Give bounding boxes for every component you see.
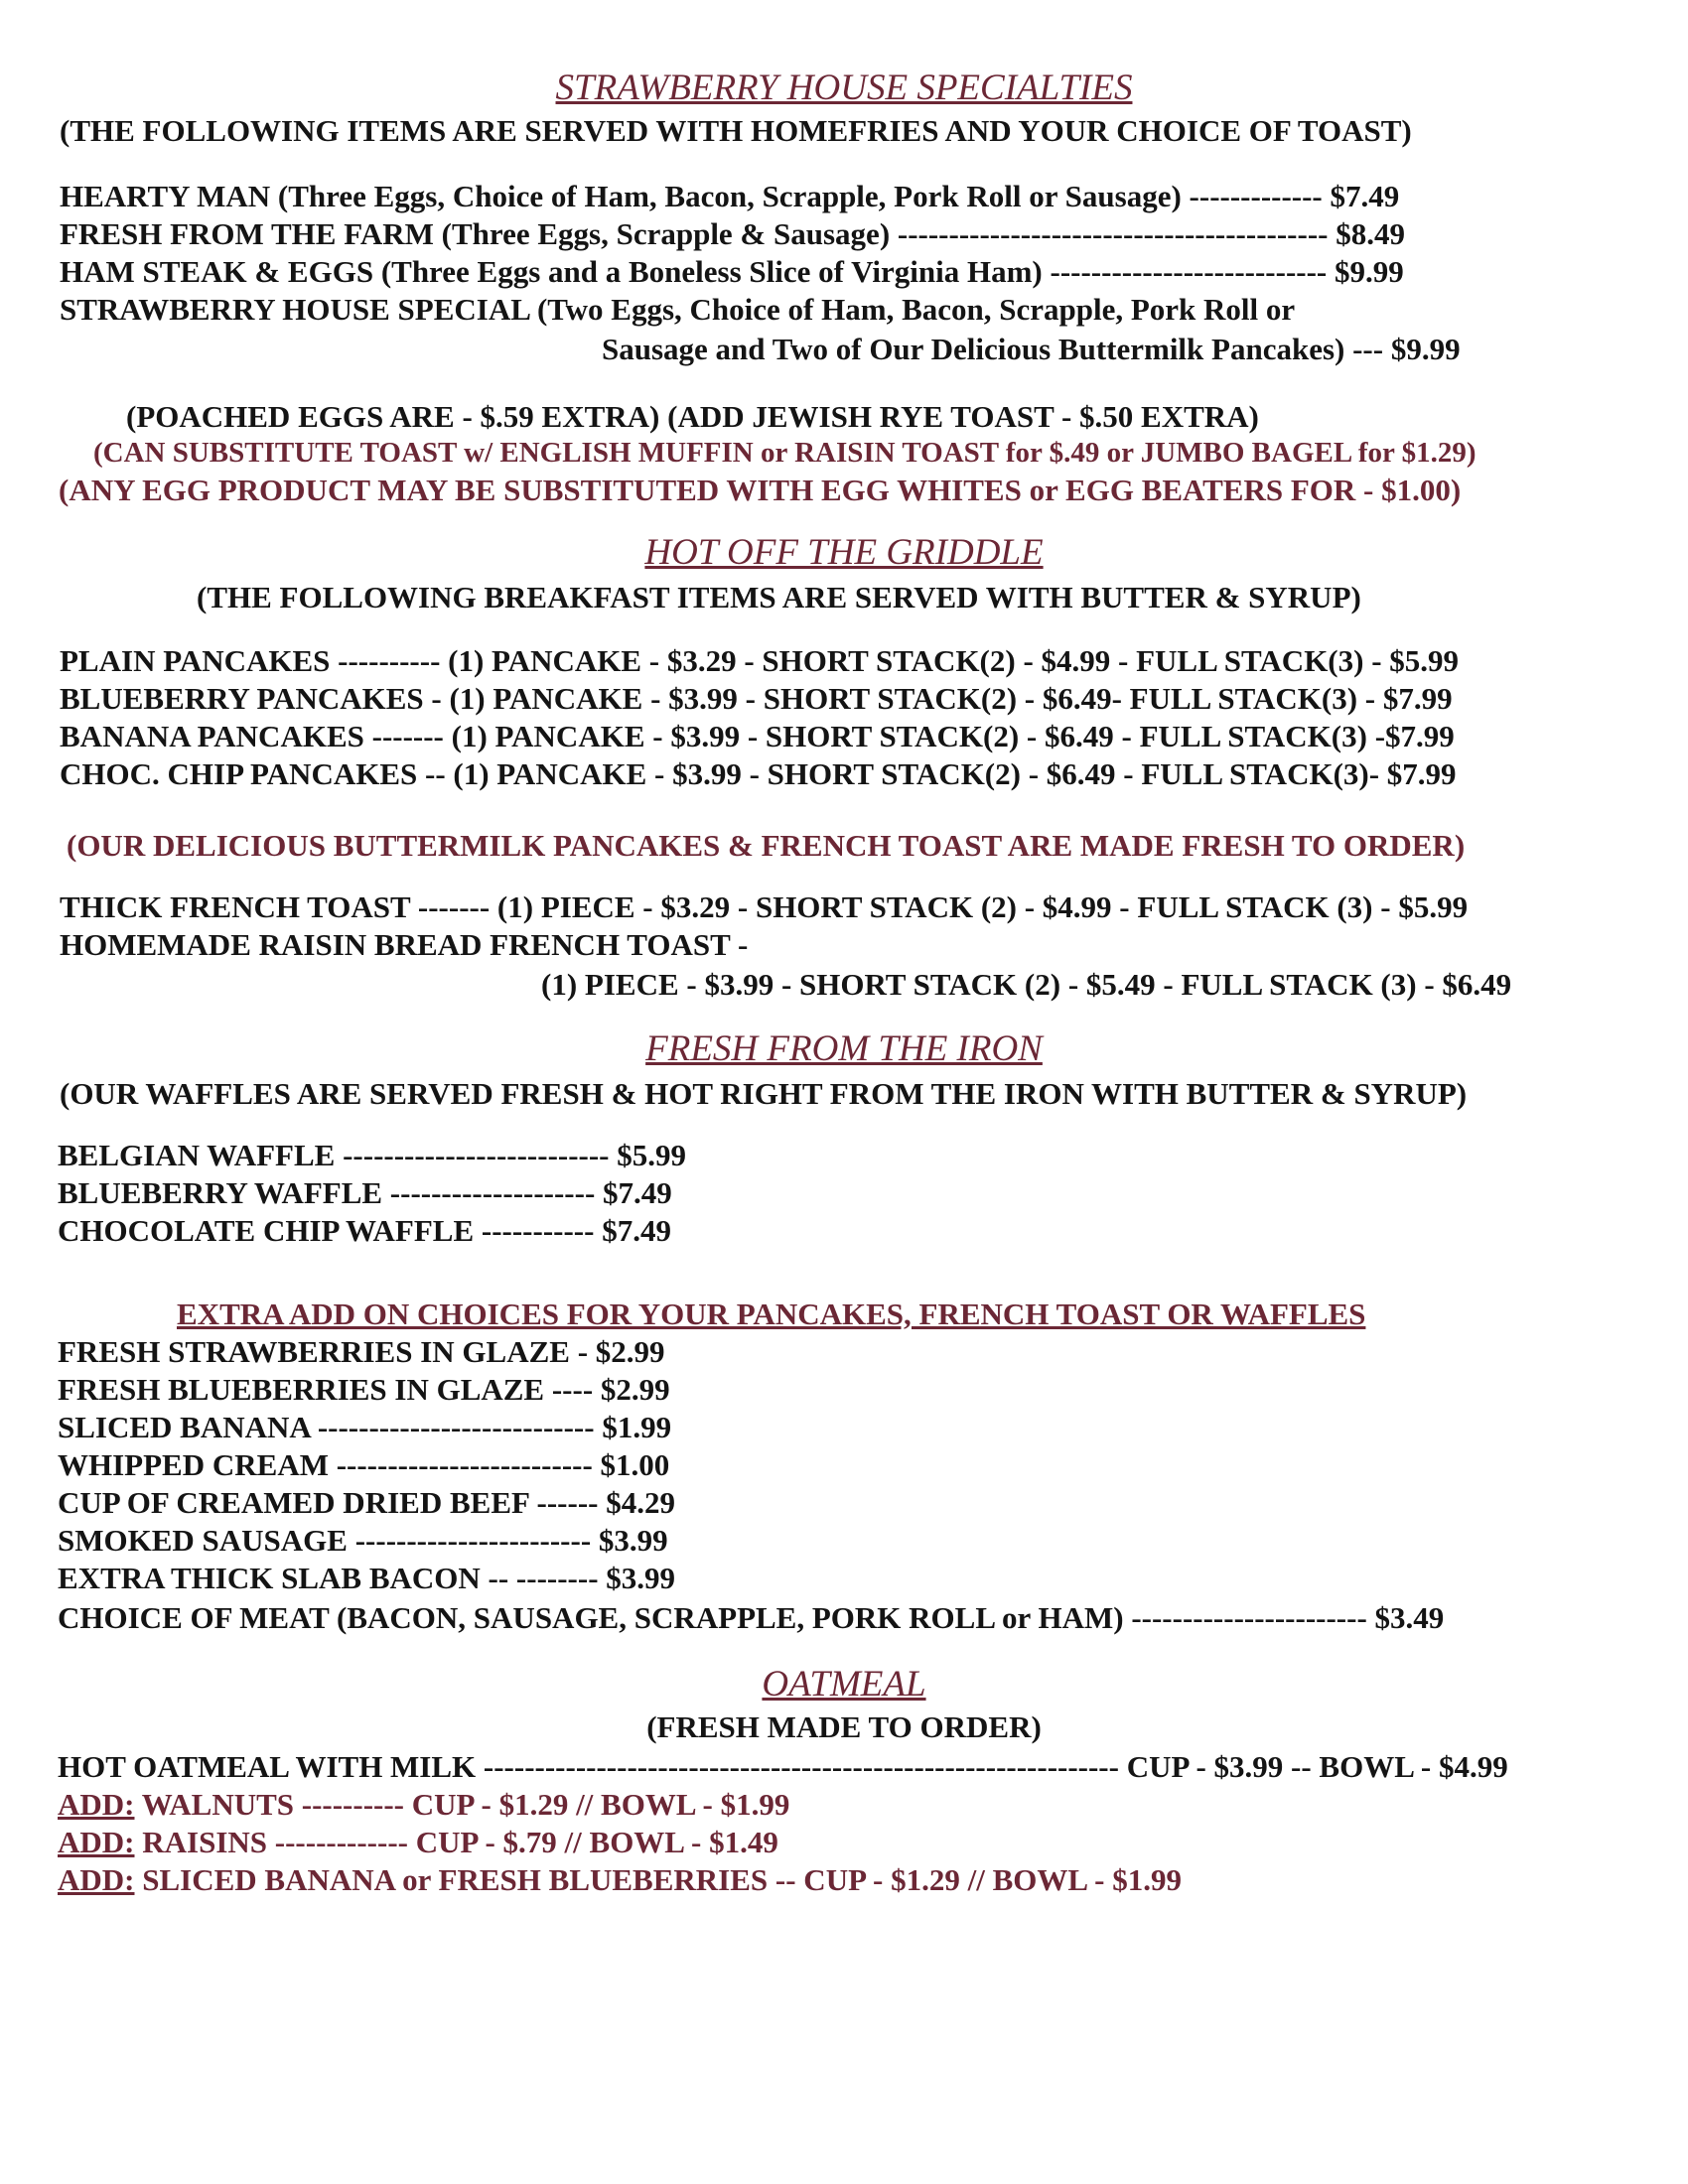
oatmeal-add-banana-blueberries-text: SLICED BANANA or FRESH BLUEBERRIES -- CUP - $1.29 // BOWL - $1.99 xyxy=(134,1862,1182,1897)
note-substitute-toast: (CAN SUBSTITUTE TOAST w/ ENGLISH MUFFIN or RAISIN TOAST for $.49 or JUMBO BAGEL for $1.29) xyxy=(93,437,1477,469)
note-poached-eggs: (POACHED EGGS ARE - $.59 EXTRA) (ADD JEWISH RYE TOAST - $.50 EXTRA) xyxy=(126,399,1259,434)
menu-item-ham-steak-eggs: HAM STEAK & EGGS (Three Eggs and a Boneless Slice of Virginia Ham) --------------------------- $9.99 xyxy=(60,254,1404,289)
menu-item-raisin-bread-french-toast-prices: (1) PIECE - $3.99 - SHORT STACK (2) - $5.49 - FULL STACK (3) - $6.49 xyxy=(541,967,1512,1002)
menu-item-thick-french-toast: THICK FRENCH TOAST ------- (1) PIECE - $3.29 - SHORT STACK (2) - $4.99 - FULL STACK (3) - $5.99 xyxy=(60,889,1469,924)
note-egg-substitute: (ANY EGG PRODUCT MAY BE SUBSTITUTED WITH EGG WHITES or EGG BEATERS FOR - $1.00) xyxy=(59,473,1462,507)
menu-item-banana-pancakes: BANANA PANCAKES ------- (1) PANCAKE - $3.99 - SHORT STACK(2) - $6.49 - FULL STACK(3) -$7.99 xyxy=(60,719,1455,753)
extra-item-strawberries: FRESH STRAWBERRIES IN GLAZE - $2.99 xyxy=(58,1334,665,1369)
oatmeal-add-raisins-text: RAISINS ------------- CUP - $.79 // BOWL - $1.49 xyxy=(134,1825,778,1859)
oatmeal-add-walnuts xyxy=(58,1787,789,1823)
add-label: ADD: xyxy=(58,1825,135,1859)
oatmeal-add-raisins xyxy=(58,1825,778,1860)
menu-item-raisin-bread-french-toast: HOMEMADE RAISIN BREAD FRENCH TOAST - xyxy=(60,927,749,962)
section-heading-specialties: STRAWBERRY HOUSE SPECIALTIES xyxy=(555,68,1133,108)
extra-item-slab-bacon: EXTRA THICK SLAB BACON -- -------- $3.99 xyxy=(58,1561,676,1595)
extra-item-smoked-sausage: SMOKED SAUSAGE ----------------------- $3.99 xyxy=(58,1523,668,1558)
menu-item-fresh-from-the-farm: FRESH FROM THE FARM (Three Eggs, Scrapple & Sausage) ------------------------------------------ $8.49 xyxy=(60,216,1405,251)
menu-item-choc-chip-pancakes: CHOC. CHIP PANCAKES -- (1) PANCAKE - $3.99 - SHORT STACK(2) - $6.49 - FULL STACK(3)- $7.99 xyxy=(60,756,1457,791)
menu-item-plain-pancakes: PLAIN PANCAKES ---------- (1) PANCAKE - $3.29 - SHORT STACK(2) - $4.99 - FULL STACK(3) - $5.99 xyxy=(60,643,1460,678)
add-label: ADD: xyxy=(58,1862,135,1897)
extra-item-blueberries: FRESH BLUEBERRIES IN GLAZE ---- $2.99 xyxy=(58,1372,670,1407)
section-heading-griddle: HOT OFF THE GRIDDLE xyxy=(644,532,1044,573)
menu-item-blueberry-pancakes: BLUEBERRY PANCAKES - (1) PANCAKE - $3.99 - SHORT STACK(2) - $6.49- FULL STACK(3) - $7.99 xyxy=(60,681,1453,716)
menu-item-chocolate-chip-waffle: CHOCOLATE CHIP WAFFLE ----------- $7.49 xyxy=(58,1213,671,1248)
extra-item-sliced-banana: SLICED BANANA --------------------------- $1.99 xyxy=(58,1410,672,1444)
extra-item-choice-of-meat: CHOICE OF MEAT (BACON, SAUSAGE, SCRAPPLE, PORK ROLL or HAM) ----------------------- $3.49 xyxy=(58,1600,1445,1635)
add-label: ADD: xyxy=(58,1787,135,1822)
extra-item-whipped-cream: WHIPPED CREAM ------------------------- $1.00 xyxy=(58,1447,670,1482)
menu-item-belgian-waffle: BELGIAN WAFFLE -------------------------- $5.99 xyxy=(58,1138,687,1172)
note-made-fresh: (OUR DELICIOUS BUTTERMILK PANCAKES & FRENCH TOAST ARE MADE FRESH TO ORDER) xyxy=(67,828,1466,863)
oatmeal-add-banana-blueberries xyxy=(58,1862,1182,1898)
specialties-note: (THE FOLLOWING ITEMS ARE SERVED WITH HOMEFRIES AND YOUR CHOICE OF TOAST) xyxy=(60,113,1412,148)
menu-item-blueberry-waffle: BLUEBERRY WAFFLE -------------------- $7.49 xyxy=(58,1175,672,1210)
iron-note: (OUR WAFFLES ARE SERVED FRESH & HOT RIGHT FROM THE IRON WITH BUTTER & SYRUP) xyxy=(60,1076,1468,1111)
extra-item-creamed-dried-beef: CUP OF CREAMED DRIED BEEF ------ $4.29 xyxy=(58,1485,675,1520)
menu-item-hearty-man: HEARTY MAN (Three Eggs, Choice of Ham, Bacon, Scrapple, Pork Roll or Sausage) ------------- $7.49 xyxy=(60,179,1400,213)
section-heading-oatmeal: OATMEAL xyxy=(762,1664,926,1705)
griddle-note: (THE FOLLOWING BREAKFAST ITEMS ARE SERVED WITH BUTTER & SYRUP) xyxy=(197,580,1361,614)
menu-item-strawberry-house-special-cont: Sausage and Two of Our Delicious Buttermilk Pancakes) --- $9.99 xyxy=(602,332,1461,366)
oatmeal-add-walnuts-text: WALNUTS ---------- CUP - $1.29 // BOWL - $1.99 xyxy=(134,1787,790,1822)
menu-item-strawberry-house-special: STRAWBERRY HOUSE SPECIAL (Two Eggs, Choice of Ham, Bacon, Scrapple, Pork Roll or xyxy=(60,292,1296,327)
section-heading-extras: EXTRA ADD ON CHOICES FOR YOUR PANCAKES, FRENCH TOAST OR WAFFLES xyxy=(177,1297,1366,1331)
section-heading-iron: FRESH FROM THE IRON xyxy=(645,1028,1043,1069)
oatmeal-note: (FRESH MADE TO ORDER) xyxy=(646,1709,1042,1744)
menu-item-hot-oatmeal: HOT OATMEAL WITH MILK -------------------------------------------------------------- CUP - $3.99 -- BOWL - $4.99 xyxy=(58,1749,1508,1784)
